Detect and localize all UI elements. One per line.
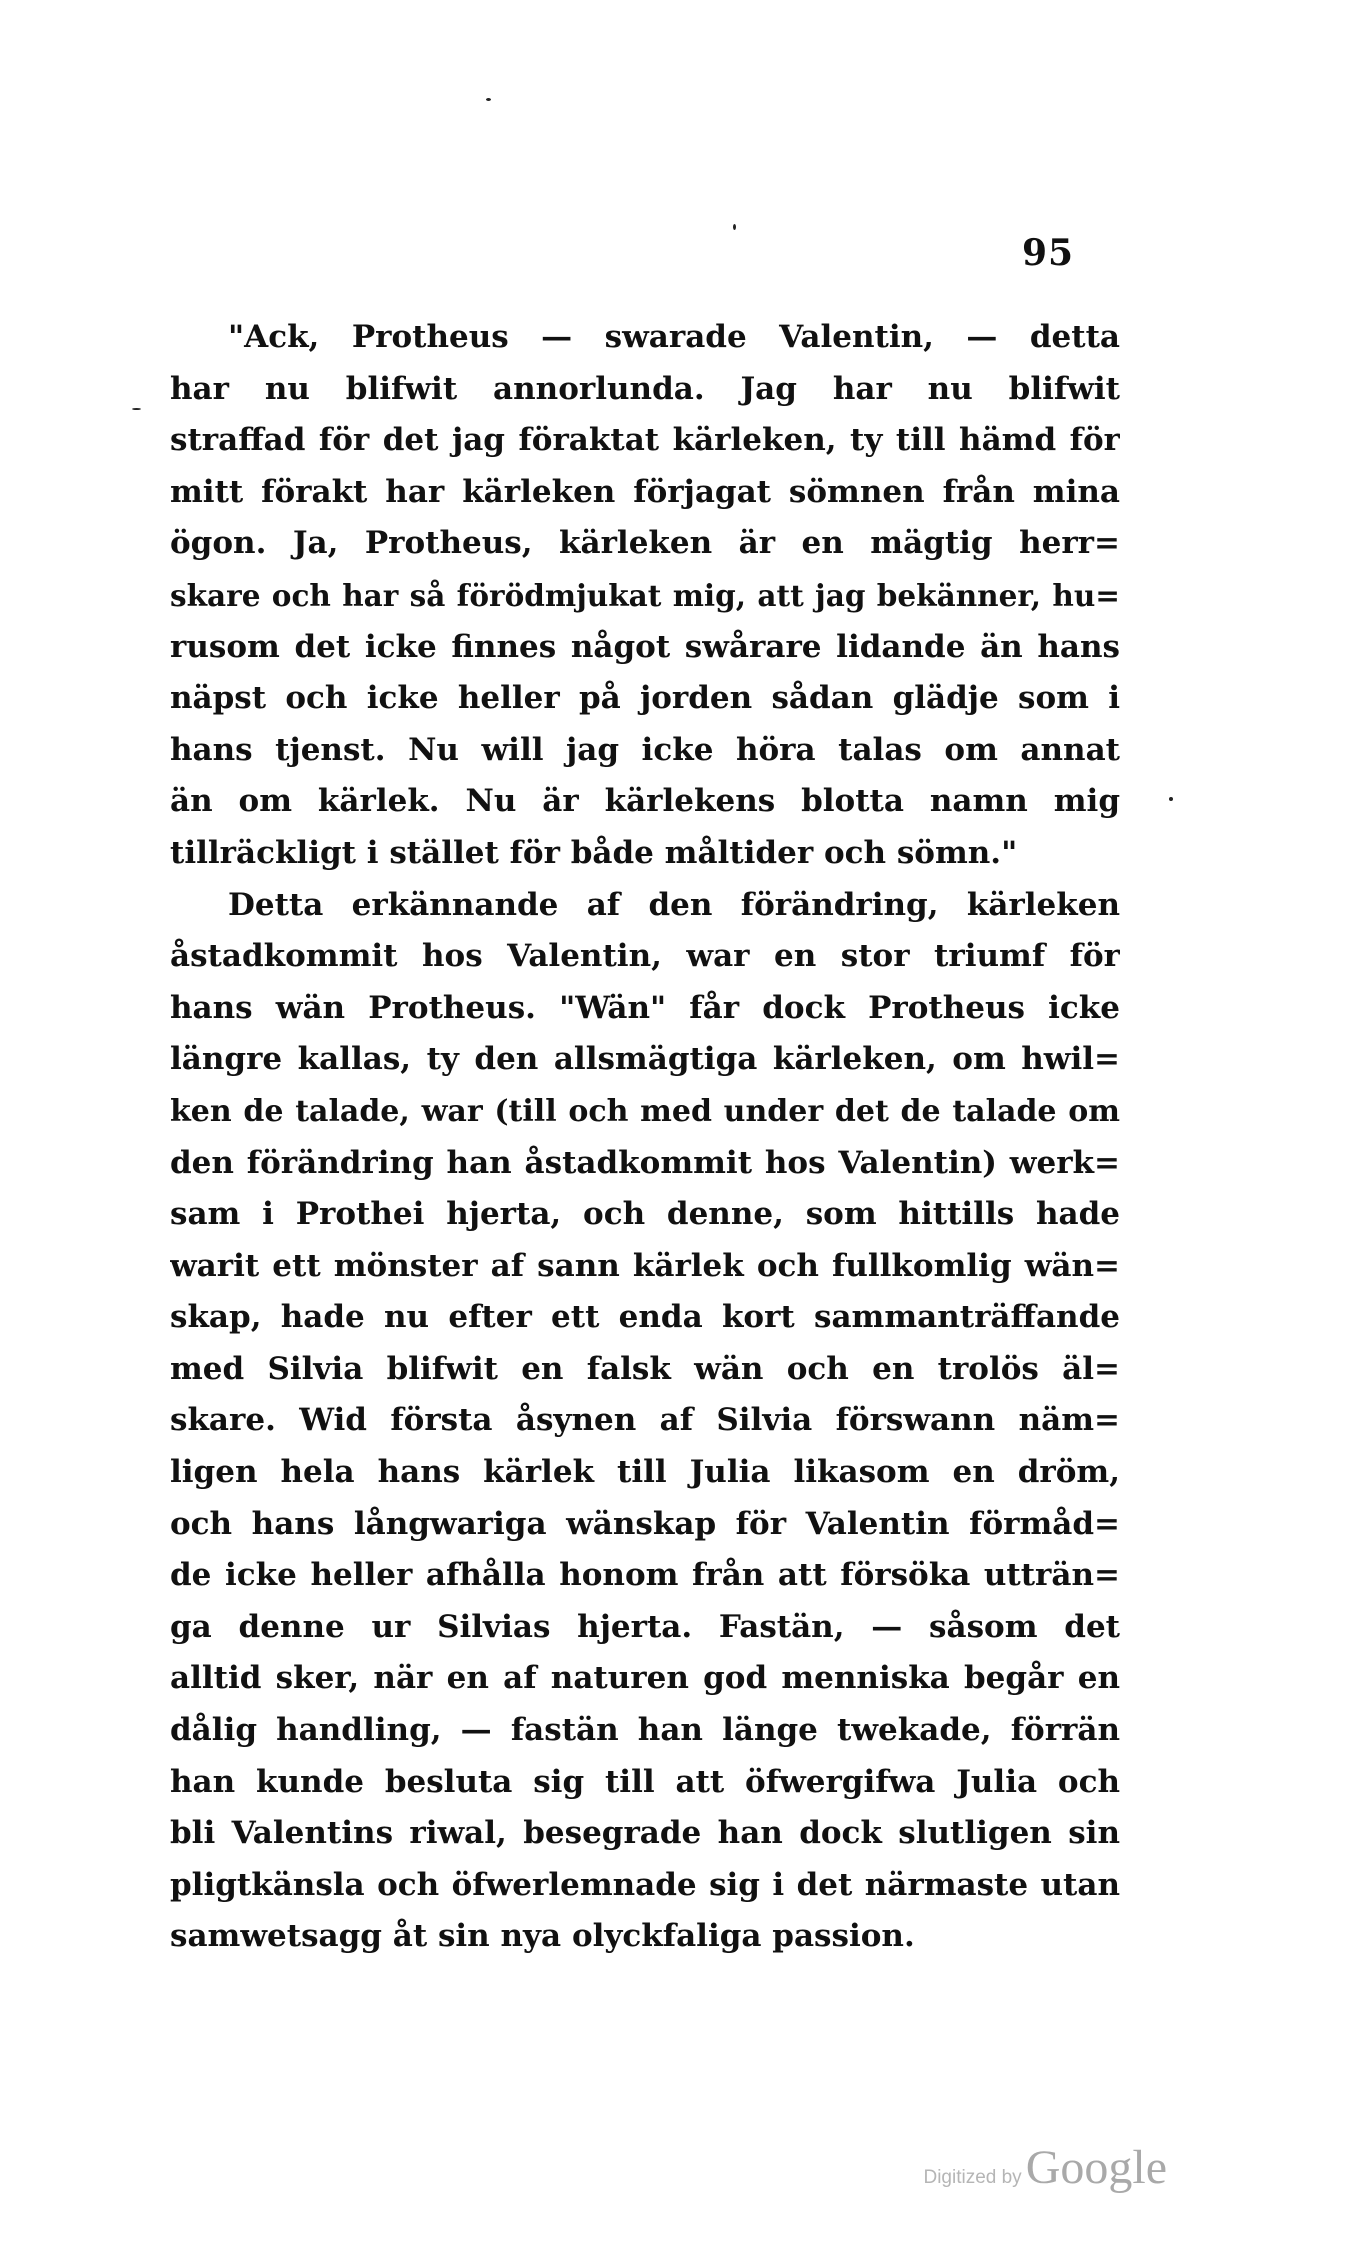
digitization-watermark	[923, 2140, 1167, 2195]
print-speck	[132, 408, 141, 410]
paragraph-1	[170, 312, 1120, 880]
text-line: ligen hela hans kärlek till Julia likasom en dröm,	[170, 1454, 1120, 1491]
text-line: den förändring han åstadkommit hos Valentin) werk=	[170, 1144, 1120, 1181]
text-line: åstadkommit hos Valentin, war en stor triumf för	[170, 938, 1120, 975]
text-line: näpst och icke heller på jorden sådan glädje som i	[170, 680, 1120, 717]
text-line: Detta erkännande af den förändring, kärleken	[228, 886, 1120, 923]
text-line: hans wän Protheus. "Wän" får dock Protheus icke	[170, 989, 1120, 1026]
text-line: pligtkänsla och öfwerlemnade sig i det närmaste utan	[170, 1866, 1120, 1903]
text-line: dålig handling, — fastän han länge twekade, förrän	[170, 1712, 1120, 1749]
text-line: har nu blifwit annorlunda. Jag har nu blifwit	[170, 370, 1120, 407]
page-number: 95	[1022, 232, 1075, 274]
print-speck	[1169, 797, 1173, 801]
body-text	[170, 312, 1120, 1963]
text-line: han kunde besluta sig till att öfwergifwa Julia och	[170, 1763, 1120, 1800]
text-line: rusom det icke finnes något swårare lidande än hans	[170, 628, 1120, 665]
text-line: och hans långwariga wänskap för Valentin förmåd=	[170, 1505, 1120, 1542]
text-line: än om kärlek. Nu är kärlekens blotta namn mig	[170, 783, 1120, 820]
text-line: straffad för det jag föraktat kärleken, ty till hämd för	[170, 422, 1120, 459]
text-line: skare. Wid första åsynen af Silvia förswann näm=	[170, 1402, 1120, 1439]
paragraph-2	[170, 880, 1120, 1963]
text-line: längre kallas, ty den allsmägtiga kärleken, om hwil=	[170, 1041, 1120, 1078]
text-line: de icke heller afhålla honom från att försöka utträn=	[170, 1557, 1120, 1594]
google-logo: Google	[1025, 2141, 1167, 2194]
text-line: mitt förakt har kärleken förjagat sömnen från mina	[170, 473, 1120, 510]
text-line: ken de talade, war (till och med under det de talade om	[170, 1093, 1120, 1129]
text-line: ögon. Ja, Protheus, kärleken är en mägtig herr=	[170, 525, 1120, 562]
text-line: bli Valentins riwal, besegrade han dock slutligen sin	[170, 1815, 1120, 1852]
print-speck	[486, 98, 491, 101]
text-line: med Silvia blifwit en falsk wän och en trolös äl=	[170, 1350, 1120, 1387]
text-line: warit ett mönster af sann kärlek och fullkomlig wän=	[170, 1247, 1120, 1284]
text-line: samwetsagg åt sin nya olyckfaliga passion.	[170, 1918, 915, 1955]
text-line: hans tjenst. Nu will jag icke höra talas om annat	[170, 731, 1120, 768]
text-line: alltid sker, när en af naturen god menniska begår en	[170, 1660, 1120, 1697]
text-line: "Ack, Protheus — swarade Valentin, — detta	[228, 319, 1120, 355]
print-speck	[733, 224, 736, 230]
text-line: sam i Prothei hjerta, och denne, som hittills hade	[170, 1196, 1120, 1233]
text-line: ga denne ur Silvias hjerta. Fastän, — såsom det	[170, 1608, 1120, 1645]
watermark-prefix: Digitized by	[923, 2167, 1022, 2188]
text-line: tillräckligt i stället för både måltider och sömn."	[170, 834, 1018, 871]
text-line: skap, hade nu efter ett enda kort sammanträffande	[170, 1299, 1120, 1336]
text-line: skare och har så förödmjukat mig, att jag bekänner, hu=	[170, 577, 1120, 613]
